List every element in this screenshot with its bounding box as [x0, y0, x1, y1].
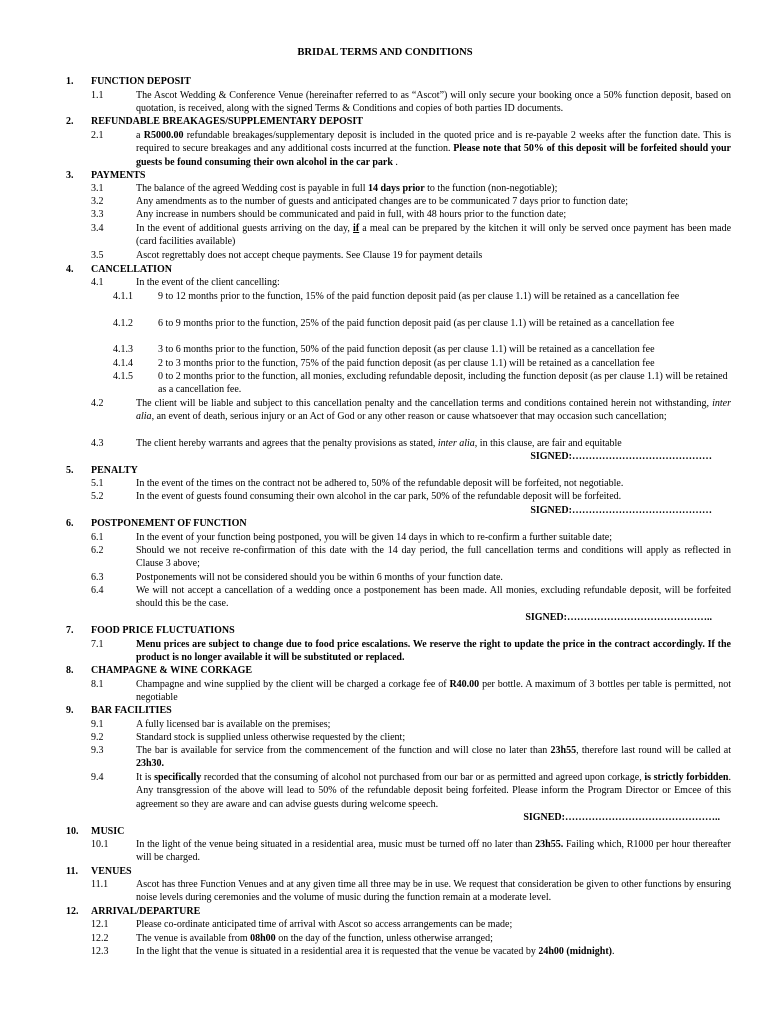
signature-line: SIGNED:…………………………………….. [525, 612, 712, 623]
clause: 3.4 In the event of additional guests arriving on the day, if a meal can be prepared by the kitchen it will only be served once payment has been made (card facilities available) [91, 223, 732, 248]
sub-clause: 4.1.3 3 to 6 months prior to the function, 50% of the paid function deposit (as per clause 1.1) will be retained as a cancellation fee [113, 344, 655, 355]
clause: 9.1 A fully licensed bar is available on the premises; [91, 719, 331, 730]
clause: 3.3 Any increase in numbers should be communicated and paid in full, with 48 hours prior to the function date; [91, 209, 567, 220]
section-heading: 5. PENALTY [66, 465, 138, 476]
sub-clause: 4.1.2 6 to 9 months prior to the function, 25% of the paid function deposit paid (as per clause 1.1) will be retained as a cancellation fee [113, 318, 675, 329]
section-heading: 9. BAR FACILITIES [66, 705, 172, 716]
clause: 12.1 Please co-ordinate anticipated time of arrival with Ascot so access arrangements can be made; [91, 919, 513, 930]
section-heading: 6. POSTPONEMENT OF FUNCTION [66, 518, 247, 529]
section-heading: 3. PAYMENTS [66, 170, 146, 181]
signature-line: SIGNED:……………………………………….. [523, 812, 720, 823]
sub-clause: 4.1.4 2 to 3 months prior to the function, 75% of the paid function deposit (as per clause 1.1) will be retained as a cancellation fee [113, 358, 655, 369]
section-heading: 11. VENUES [66, 866, 132, 877]
clause: 12.2 The venue is available from 08h00 on the day of the function, unless otherwise arranged; [91, 933, 493, 944]
sub-clause: 4.1.5 0 to 2 months prior to the function, all monies, excluding refundable deposit, including the function deposit (as per clause 1.1) will be retained as a cancellation fee. [113, 371, 728, 396]
clause: 4.1 In the event of the client cancelling: [91, 277, 280, 288]
section-heading: 10. MUSIC [66, 826, 125, 837]
signature-line: SIGNED:…………………………………… [530, 451, 712, 462]
clause: 6.3 Postponements will not be considered should you be within 6 months of your function date. [91, 572, 503, 583]
clause: 8.1 Champagne and wine supplied by the client will be charged a corkage fee of R40.00 per bottle. A maximum of 3 bottles per table is permitted, not negotiable [91, 679, 731, 704]
clause: 3.1 The balance of the agreed Wedding cost is payable in full 14 days prior to the function (non-negotiable); [91, 183, 558, 194]
section-heading: 4. CANCELLATION [66, 264, 172, 275]
clause: 2.1 a R5000.00 refundable breakages/supplementary deposit is included in the quoted price and is re-payable 2 weeks after the function date. This is required to secure breakages and any additional costs incurred at the function. Please note that 50% of this deposit will be forfeited should your guests be found consuming their own alcohol in the car park . [91, 130, 731, 168]
clause: 10.1 In the light of the venue being situated in a residential area, music must be turned off no later than 23h55. Failing which, R1000 per hour thereafter will be charged. [91, 839, 732, 864]
document-title: BRIDAL TERMS AND CONDITIONS [297, 47, 473, 58]
clause: 6.2 Should we not receive re-confirmation of this date with the 14 day period, the full cancellation terms and conditions will apply as reflected in Clause 3 above; [91, 545, 731, 570]
clause: 9.2 Standard stock is supplied unless otherwise requested by the client; [91, 732, 406, 743]
section-heading: 8. CHAMPAGNE & WINE CORKAGE [66, 665, 253, 676]
sub-clause: 4.1.1 9 to 12 months prior to the function, 15% of the paid function deposit paid (as per clause 1.1) will be retained as a cancellation fee [113, 291, 680, 302]
clause: 9.3 The bar is available for service from the commencement of the function and will close no later than 23h55, therefore last round will be called at 23h30. [91, 745, 731, 770]
clause: 9.4 It is specifically recorded that the consuming of alcohol not purchased from our bar or as permitted and agreed upon corkage, is strictly forbidden. Any transgression of the above will lead to 50% of the refundable deposit being forfeited. Please inform the Program Director or Emcee of this agreement so they are aware and can advise guests during welcome speech. [91, 772, 731, 810]
clause: 1.1 The Ascot Wedding & Conference Venue (hereinafter referred to as “Ascot”) will only secure your booking once a 50% function deposit, based on quotation, is received, along with the signed Terms & Conditions and copies of both parties ID documents. [91, 90, 731, 115]
section-heading: 12. ARRIVAL/DEPARTURE [66, 906, 201, 917]
clause: 6.4 We will not accept a cancellation of a wedding once a postponement has been made. All monies, excluding refundable deposit, will be forfeited should this be the case. [91, 585, 731, 610]
signature-line: SIGNED:…………………………………… [530, 505, 712, 516]
clause: 7.1 Menu prices are subject to change due to food price escalations. We reserve the right to update the price in the contract accordingly. If the product is no longer available it will be substituted or replaced. [91, 639, 731, 664]
section-heading: 7. FOOD PRICE FLUCTUATIONS [66, 625, 235, 636]
clause: 11.1 Ascot has three Function Venues and at any given time all three may be in use. We request that consideration be given to other functions by ensuring noise levels during ceremonies and the volume of music during the function remain at a moderate level. [91, 879, 731, 904]
section-heading: 1. FUNCTION DEPOSIT [66, 76, 191, 87]
clause: 4.3 The client hereby warrants and agrees that the penalty provisions as stated, inter alia, in this clause, are fair and equitable [91, 438, 622, 449]
clause: 3.5 Ascot regrettably does not accept cheque payments. See Clause 19 for payment details [91, 250, 483, 261]
clause: 6.1 In the event of your function being postponed, you will be given 14 days in which to re-confirm a further suitable date; [91, 532, 612, 543]
clause: 12.3 In the light that the venue is situated in a residential area it is requested that the venue be vacated by 24h00 (midnight). [91, 946, 615, 957]
clause: 5.2 In the event of guests found consuming their own alcohol in the car park, 50% of the refundable deposit will be forfeited. [91, 491, 622, 502]
clause: 3.2 Any amendments as to the number of guests and anticipated changes are to be communicated 7 days prior to function date; [91, 196, 629, 207]
clause: 5.1 In the event of the times on the contract not be adhered to, 50% of the refundable deposit will be forfeited, not negotiable. [91, 478, 624, 489]
clause: 4.2 The client will be liable and subject to this cancellation penalty and the cancellation terms and conditions contained herein not withstanding, inter alia, an event of death, serious injury or an Act of God or any other reason or cause whatsoever that may occasion such cancellation; [91, 398, 731, 423]
section-heading: 2. REFUNDABLE BREAKAGES/SUPPLEMENTARY DEPOSIT [66, 116, 363, 127]
